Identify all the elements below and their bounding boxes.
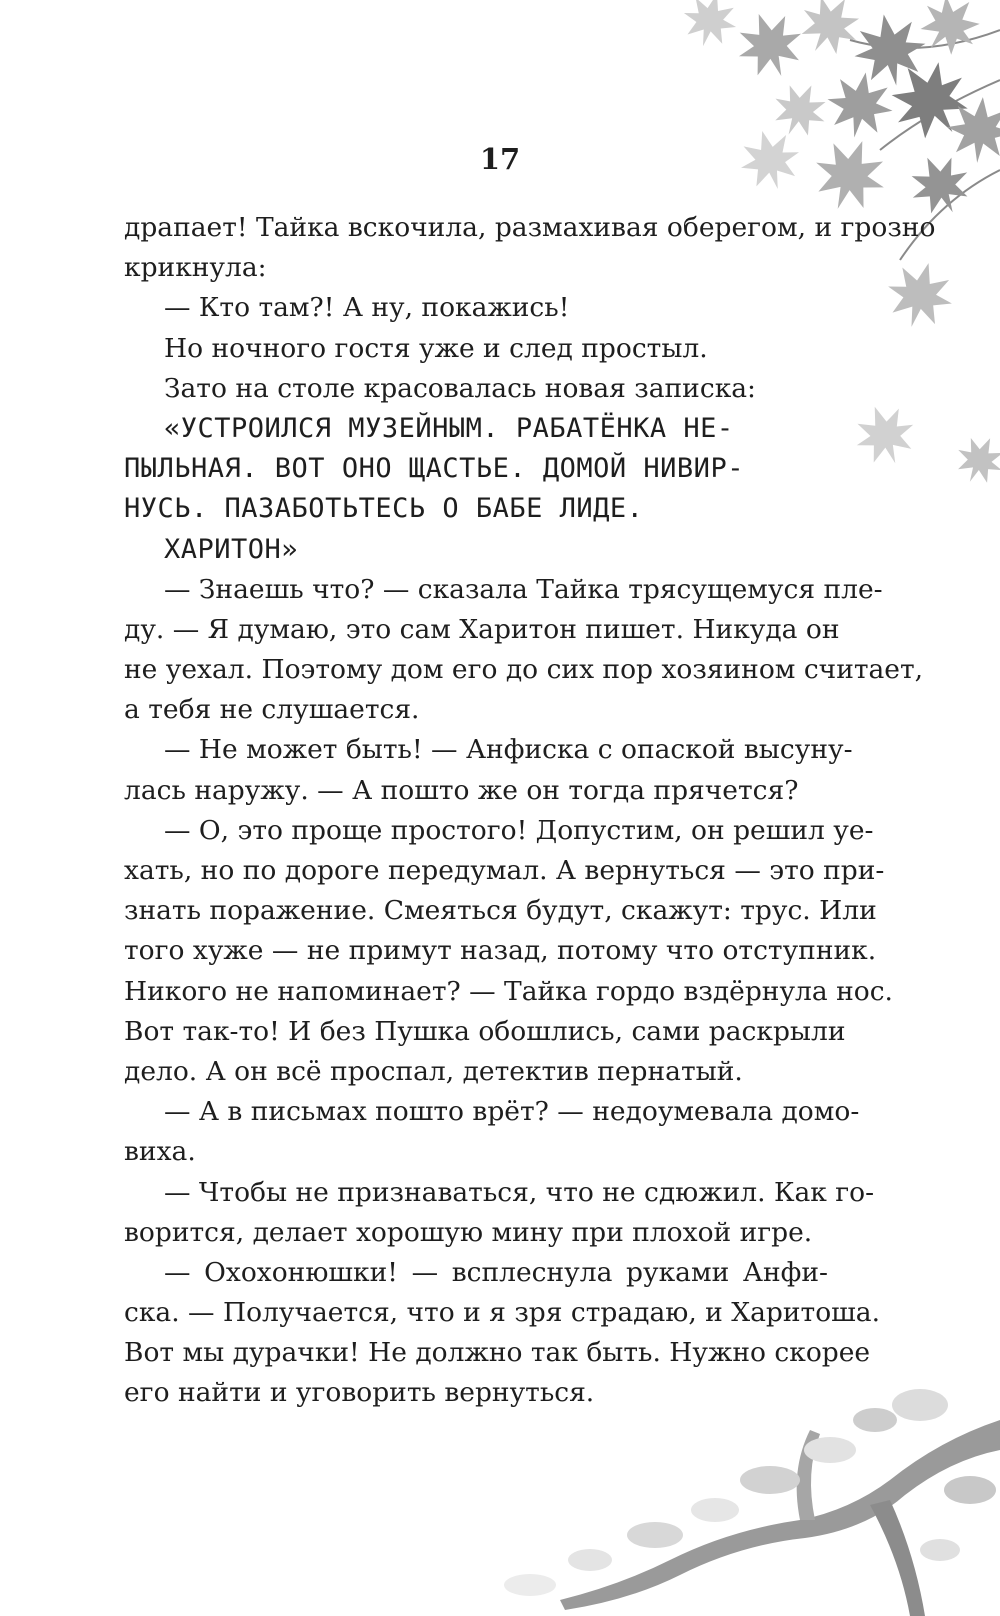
text-line: того хуже — не примут назад, потому что отступник.	[124, 935, 877, 967]
text-line: Но ночного гостя уже и след простыл.	[164, 332, 708, 364]
page-number: 17	[479, 142, 521, 176]
text-line: виха.	[124, 1136, 196, 1168]
dialogue-line: — А в письмах пошто врёт? — недоумевала домо-	[164, 1096, 860, 1128]
dialogue-line: — Знаешь что? — сказала Тайка трясущемуся пле-	[164, 573, 883, 605]
dialogue-line: — Охохонюшки! — всплеснула руками Анфи-	[164, 1256, 828, 1288]
text-line: ска. — Получается, что и я зря страдаю, и Харитоша.	[124, 1297, 881, 1329]
text-line: драпает! Тайка вскочила, размахивая оберегом, и грозно	[124, 212, 936, 243]
page-text	[124, 208, 936, 1414]
text-line: Вот мы дурачки! Не должно так быть. Нужно скорее	[124, 1337, 871, 1369]
text-line: не уехал. Поэтому дом его до сих пор хозяином считает,	[124, 654, 924, 686]
text-line: ворится, делает хорошую мину при плохой игре.	[124, 1216, 813, 1248]
dialogue-line: — Кто там?! А ну, покажись!	[164, 292, 570, 324]
handwritten-note-signature: ХАРИТОН»	[164, 533, 299, 565]
dialogue-line: — О, это проще простого! Допустим, он решил уе-	[164, 814, 874, 846]
text-line: лась наружу. — А пошто же он тогда прячется?	[124, 774, 799, 806]
text-line: крикнула:	[124, 252, 267, 284]
text-line: знать поражение. Смеяться будут, скажут: трус. Или	[124, 895, 877, 927]
text-line: Никого не напоминает? — Тайка гордо вздёрнула нос.	[124, 975, 893, 1007]
text-line: хать, но по дороге передумал. А вернуться — это при-	[124, 855, 885, 886]
handwritten-note-line: НУСЬ. ПАЗАБОТЬТЕСЬ О БАБЕ ЛИДЕ.	[124, 493, 644, 525]
text-line: ду. — Я думаю, это сам Харитон пишет. Никуда он	[124, 613, 840, 645]
text-line: Вот так-то! И без Пушка обошлись, сами раскрыли	[124, 1015, 846, 1047]
handwritten-note-line: ПЫЛЬНАЯ. ВОТ ОНО ЩАСТЬЕ. ДОМОЙ НИВИР-	[124, 453, 744, 485]
handwritten-note-line: «УСТРОИЛСЯ МУЗЕЙНЫМ. РАБАТЁНКА НЕ-	[164, 412, 734, 444]
text-line: Зато на столе красовалась новая записка:	[164, 372, 756, 404]
text-line: его найти и уговорить вернуться.	[124, 1377, 595, 1409]
dialogue-line: — Не может быть! — Анфиска с опаской высуну-	[164, 734, 853, 766]
dialogue-line: — Чтобы не признаваться, что не сдюжил. Как го-	[164, 1176, 875, 1208]
text-line: дело. А он всё проспал, детектив пернатый.	[124, 1055, 743, 1087]
text-line: а тебя не слушается.	[124, 694, 420, 726]
